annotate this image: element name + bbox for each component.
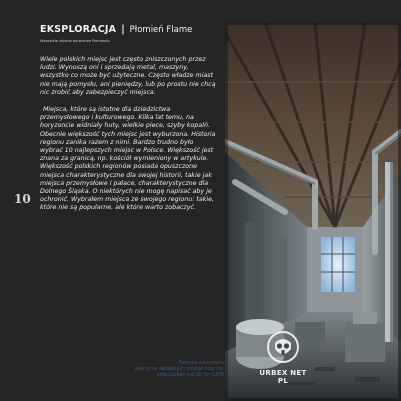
title-line — [40, 24, 220, 35]
factory-interior-image — [225, 22, 401, 401]
footer-note — [40, 361, 224, 380]
page-number: 10 — [14, 192, 31, 206]
title-separator: | — [121, 24, 125, 35]
article-header — [40, 24, 220, 43]
urbex-watermark — [253, 330, 313, 385]
article-body — [40, 56, 218, 222]
watermark-text: URBEX NET PL — [259, 369, 307, 385]
photo-credit: Wszystkie zdjęcia autorstwa Płomienia — [40, 39, 110, 43]
paragraph-1: Wiele polskich miejsc jest często zniszczonych przez ludzi. Wynoszą oni i sprzedają metal, maszyny, wszystko co może być użyteczne. Często władze miast nie mają pomysłu, ani pieniędzy, lub po prostu nie chcą nic zrobić aby zabezpieczyć miejsca. — [40, 56, 216, 96]
factory-photo — [225, 22, 401, 401]
paragraph-2: Miejsca, które są istotne dla dziedzictwa przemysłowego i kulturowego. Kilka lat temu, na horyzoncie widniały huty, wielkie piece, szyby kopalń. Obecnie większość tych miejsc jest wyburzona. Historia regionu zanika razem z nimi. Bardzo trudno było wybrać 10 najlepszych miejsc w Polsce. Większość jest znana za granicą, np. kościół wymieniony w artykule. Większość polskich regionów posiada opuszczone miejsca charakterystyczne dla swojej historii, takie jak miejsca przemysłowe i pałace, charakterystyczne dla Dolnego Śląska. O niektórych nie mogę napisać aby je ochronić. Wybrałem miejsca ze swojego regionu: takie, które nie są popularne, ale które warto zobaczyć. — [40, 106, 216, 212]
mask-logo-icon — [266, 330, 300, 364]
footer-line-2: więcej na zadbanych stronie oraz na: — [134, 367, 224, 373]
footer-line-1: Fabryka ponumeru — [179, 361, 224, 366]
topic-title: Płomień Flame — [129, 25, 193, 35]
footer-link[interactable]: http://urbex.net.pl/?p=1339 — [156, 373, 224, 379]
section-title: EKSPLORACJA — [40, 24, 117, 35]
